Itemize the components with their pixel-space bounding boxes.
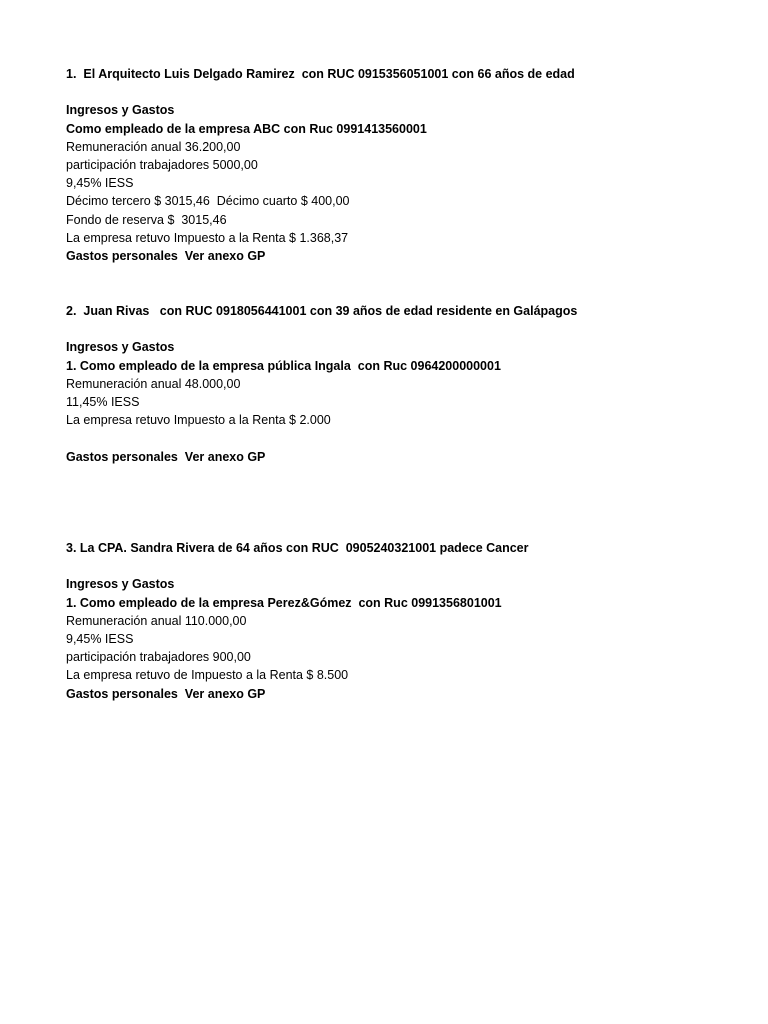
case-title: 2. Juan Rivas con RUC 0918056441001 con 39 años de edad residente en Galápagos — [66, 304, 578, 318]
spacer — [66, 83, 726, 101]
spacer — [66, 429, 726, 447]
case-title: 3. La CPA. Sandra Rivera de 64 años con RUC 0905240321001 padece Cancer — [66, 541, 529, 555]
detail-line: La empresa retuvo Impuesto a la Renta $ 2.000 — [66, 413, 331, 428]
case-3 — [66, 539, 726, 703]
expenses-line: Gastos personales Ver anexo GP — [66, 686, 266, 701]
section-heading: Ingresos y Gastos — [66, 340, 175, 355]
expenses-line: Gastos personales Ver anexo GP — [66, 449, 266, 464]
employer-line: 1. Como empleado de la empresa Perez&Gómez con Ruc 0991356801001 — [66, 595, 502, 610]
detail-line: 9,45% IESS — [66, 176, 134, 191]
detail-line: participación trabajadores 900,00 — [66, 650, 251, 665]
employer-line: 1. Como empleado de la empresa pública Ingala con Ruc 0964200000001 — [66, 358, 501, 373]
detail-line: 9,45% IESS — [66, 631, 134, 646]
spacer — [66, 557, 726, 575]
employer-line: Como empleado de la empresa ABC con Ruc 0991413560001 — [66, 121, 427, 136]
case-title: 1. El Arquitecto Luis Delgado Ramirez con RUC 0915356051001 con 66 años de edad — [66, 67, 575, 81]
detail-line: La empresa retuvo Impuesto a la Renta $ 1.368,37 — [66, 230, 349, 245]
expenses-line: Gastos personales Ver anexo GP — [66, 248, 266, 263]
detail-line: Remuneración anual 48.000,00 — [66, 376, 241, 391]
case-1 — [66, 65, 726, 265]
detail-line: participación trabajadores 5000,00 — [66, 157, 258, 172]
detail-line: 11,45% IESS — [66, 394, 140, 409]
detail-line: Décimo tercero $ 3015,46 Décimo cuarto $ 400,00 — [66, 194, 350, 209]
case-2 — [66, 302, 726, 466]
spacer — [66, 320, 726, 338]
section-heading: Ingresos y Gastos — [66, 577, 175, 592]
detail-line: La empresa retuvo de Impuesto a la Renta $ 8.500 — [66, 668, 349, 683]
detail-line: Remuneración anual 110.000,00 — [66, 613, 247, 628]
detail-line: Fondo de reserva $ 3015,46 — [66, 212, 227, 227]
detail-line: Remuneración anual 36.200,00 — [66, 139, 241, 154]
section-heading: Ingresos y Gastos — [66, 103, 175, 118]
